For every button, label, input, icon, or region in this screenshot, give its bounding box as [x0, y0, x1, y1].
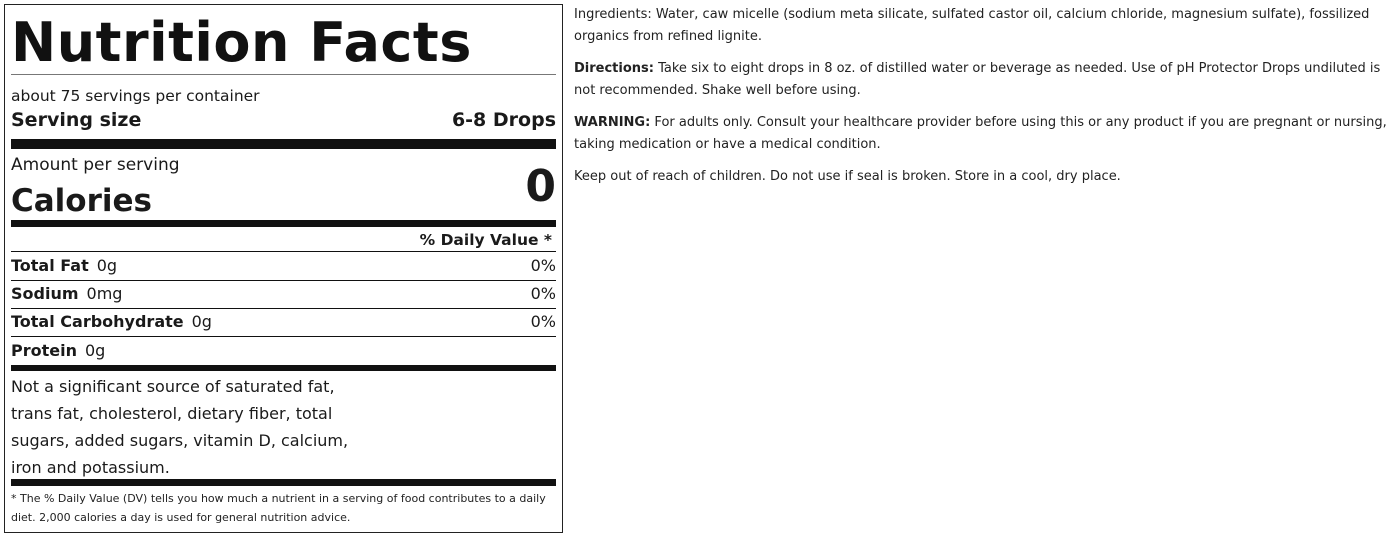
nutrient-name: Protein [11, 341, 77, 360]
nutrient-amount: 0mg [86, 284, 123, 303]
nutrient-amount: 0g [96, 256, 118, 275]
nutrient-amount: 0g [84, 341, 106, 360]
divider [11, 336, 556, 337]
calories-label: Calories [11, 183, 152, 219]
nutrient-name: Total Fat [11, 256, 89, 275]
daily-value-footnote: * The % Daily Value (DV) tells you how much a nutrient in a serving of food contributes to a daily diet. 2,000 calories a day is used for general nutrition advice. [11, 492, 546, 524]
calories-value: 0 [525, 161, 556, 212]
nutrient-name-amount [11, 312, 212, 331]
nutrient-row-total-carbohydrate [11, 312, 556, 331]
nutrient-row-sodium [11, 284, 556, 303]
nutrient-name-amount [11, 284, 122, 303]
product-info-text [574, 4, 1390, 198]
warning-paragraph [574, 112, 1390, 156]
amount-per-serving: Amount per serving [11, 155, 180, 175]
serving-size-value: 6-8 Drops [451, 109, 556, 131]
divider [11, 74, 556, 75]
divider [11, 280, 556, 281]
divider [11, 308, 556, 309]
nutrient-name: Sodium [11, 284, 79, 303]
directions-label: Directions: [574, 61, 654, 76]
warning-text: For adults only. Consult your healthcare provider before using this or any product if you are pregnant or nursing, taking medication or have a medical condition. [574, 115, 1387, 152]
not-significant-note: Not a significant source of saturated fat, trans fat, cholesterol, dietary fiber, total sugars, added sugars, vitamin D, calcium, iron and potassium. [11, 377, 349, 477]
thick-divider [11, 479, 556, 486]
serving-size-row [11, 109, 556, 131]
nutrition-facts-inner [11, 5, 556, 532]
nutrition-facts-label [4, 4, 563, 533]
nutrient-row-total-fat [11, 256, 556, 275]
nutrient-name: Total Carbohydrate [11, 312, 184, 331]
serving-size-label: Serving size [11, 109, 142, 131]
ingredients-paragraph: Ingredients: Water, caw micelle (sodium meta silicate, sulfated castor oil, calcium chloride, magnesium sulfate), fossilized organics from refined lignite. [574, 7, 1370, 44]
nutrient-dv: 0% [530, 256, 556, 275]
keep-out-paragraph: Keep out of reach of children. Do not use if seal is broken. Store in a cool, dry place. [574, 169, 1121, 184]
nutrition-facts-title: Nutrition Facts [11, 11, 472, 74]
directions-paragraph [574, 58, 1390, 102]
warning-label: WARNING: [574, 115, 651, 130]
nutrient-name-amount [11, 341, 105, 360]
divider [11, 251, 556, 252]
nutrient-row-protein [11, 341, 556, 360]
nutrient-name-amount [11, 256, 117, 275]
servings-per-container: about 75 servings per container [11, 87, 260, 105]
thick-divider [11, 139, 556, 149]
daily-value-header: % Daily Value * [419, 231, 552, 249]
nutrient-amount: 0g [191, 312, 212, 331]
nutrient-dv: 0% [530, 284, 556, 303]
nutrient-dv: 0% [530, 312, 556, 331]
thick-divider [11, 220, 556, 227]
directions-text: Take six to eight drops in 8 oz. of distilled water or beverage as needed. Use of pH Protector Drops undiluted is not recommended. Shake well before using. [574, 61, 1381, 98]
thick-divider [11, 365, 556, 371]
